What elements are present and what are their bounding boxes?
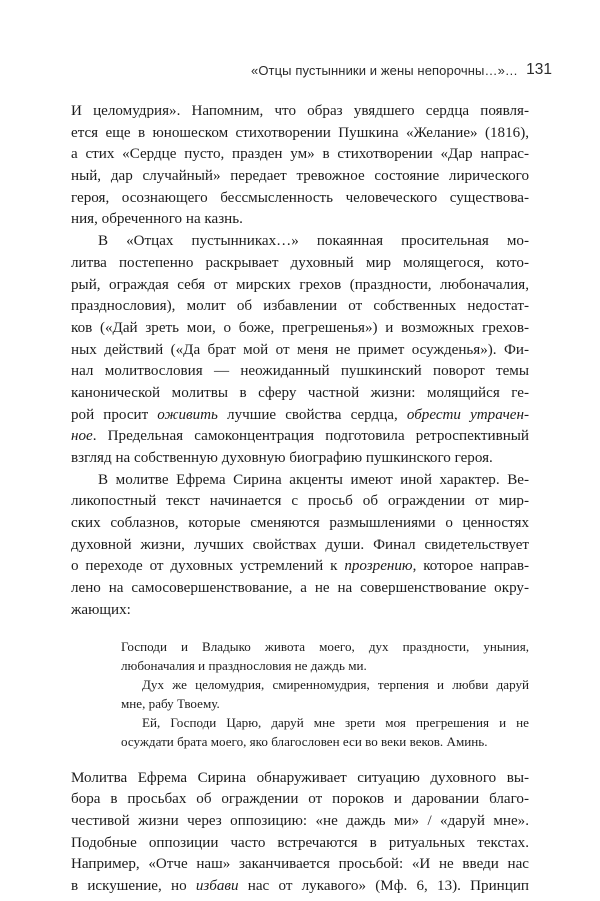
quote-line: осуждати брата моего, яко благословен еси во веки веков. Аминь. — [121, 734, 488, 750]
text-line: В молитве Ефрема Сирина акценты имеют иной характер. Ве- — [98, 471, 529, 488]
text-line: духовной жизни, лучших свойствах души. Финал свидетельствует — [71, 536, 529, 553]
running-header — [0, 62, 600, 82]
text-line — [71, 556, 529, 578]
text-line: Молитва Ефрема Сирина обнаруживает ситуацию духовного вы- — [71, 769, 529, 786]
text-line: Подобные оппозиции часто встречаются в ритуальных текстах. — [71, 834, 529, 851]
text-line: жающих: — [71, 601, 131, 618]
text-line: честивой жизни через оппозицию: «не даждь ми» / «даруй мне». — [71, 813, 529, 829]
quote-line: любоначалия и празднословия не даждь ми. — [121, 657, 367, 673]
text-line: героя, осознающего бессмысленность человеческого существова- — [71, 189, 529, 206]
text-line: бора в просьбах об ограждении от пороков и даровании благо- — [71, 791, 529, 808]
text-line: ных действий («Да брат мой от меня не примет осужденья»). Фи- — [71, 341, 529, 358]
text-line: И целомудрия». Напомним, что образ увядшего сердца появля- — [71, 103, 529, 119]
text-line: лено на самосовершенствование, а не на совершенствование окру- — [71, 580, 529, 597]
quote-line: Ей, Господи Царю, даруй мне зрети моя прегрешения и не — [142, 715, 529, 731]
text-run: о переходе от духовных устремлений к — [71, 558, 345, 575]
body-text — [71, 101, 529, 898]
text-line: ских соблазнов, которые сменяются размышлениями о ценностях — [71, 515, 529, 532]
text-line: В «Отцах пустынниках…» покаянная просительная мо- — [98, 233, 529, 250]
text-run: , которое направ- — [412, 558, 529, 575]
page-number: 131 — [526, 61, 552, 78]
text-line: ликопостный текст начинается с просьб об ограждении от мир- — [71, 493, 529, 510]
italic-text: прозрению — [344, 558, 413, 575]
text-run: нас от лукавого» (Мф. 6, 13). Принцип — [238, 878, 529, 895]
quote-line: мне, рабу Твоему. — [121, 696, 220, 712]
text-run: лучшие свойства сердца, — [217, 406, 407, 423]
italic-text: избави — [195, 878, 239, 895]
running-title: «Отцы пустынники и жены непорочны…»… — [251, 63, 518, 78]
text-run: в искушение, но — [71, 878, 196, 895]
text-line: Например, «Отче наш» заканчивается просьбой: «И не введи нас — [71, 856, 529, 873]
text-run: . Предельная самоконцентрация подготовила ретроспективный — [92, 428, 529, 445]
quote-line: Господи и Владыко живота моего, дух праздности, уныния, — [121, 638, 529, 654]
text-line: литва постепенно раскрывает духовный мир молящегося, кото- — [71, 254, 529, 271]
text-line: празднословия), молит об избавлении от собственных недостат- — [71, 298, 529, 315]
text-line — [71, 405, 529, 427]
text-line — [71, 426, 529, 448]
prayer-quote — [121, 637, 529, 752]
text-line: а стих «Сердце пусто, празден ум» в стихотворении «Дар напрас- — [71, 146, 529, 163]
paragraph-2 — [71, 231, 529, 470]
text-line: ется еще в юношеском стихотворении Пушкина «Желание» (1816), — [71, 124, 529, 141]
paragraph-4 — [71, 768, 529, 898]
paragraph-1 — [71, 101, 529, 231]
text-line: взгляд на собственную духовную биографию пушкинского героя. — [71, 450, 493, 466]
italic-text: обрести утрачен- — [406, 406, 529, 423]
text-line: канонической молитвы в сферу частной жизни: молящийся ге- — [71, 384, 529, 401]
text-run: рой просит — [71, 406, 158, 423]
text-line — [71, 876, 529, 898]
italic-text: ное — [71, 428, 93, 445]
text-line: ков («Дай зреть мои, о боже, прегрешенья») и возможных грехов- — [71, 319, 529, 336]
text-line: ния, обреченного на казнь. — [71, 211, 243, 228]
text-line: рый, ограждая себя от мирских грехов (праздности, любоначалия, — [71, 276, 529, 293]
italic-text: оживить — [157, 406, 218, 423]
text-line: нал молитвословия — неожиданный пушкинский поворот темы — [71, 363, 529, 380]
paragraph-3 — [71, 470, 529, 622]
text-line: ный, дар случайный» передает тревожное состояние лирического — [71, 168, 529, 185]
quote-line: Дух же целомудрия, смиренномудрия, терпения и любви даруй — [142, 676, 529, 692]
